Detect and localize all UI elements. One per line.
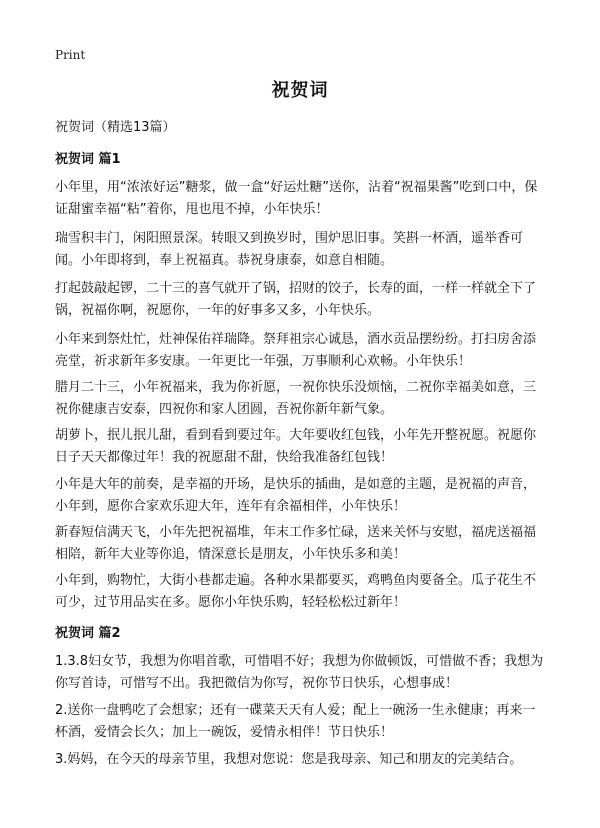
section-heading: 祝贺词 篇1 [55,152,121,167]
paragraph: 新春短信满天飞，小年先把祝福堆，年末工作多忙碌，送来关怀与安慰，福虎送福福相陪，新年大业等你追，情深意长是朋友，小年快乐多和美！ [55,525,537,562]
paragraph: 打起鼓敲起锣，二十三的喜气就开了锅，招财的饺子，长寿的面，一样一样就全下了锅，祝福你啊，祝愿你，一年的好事多又多，小年快乐。 [55,281,537,318]
paragraph: 胡萝卜，抿儿抿儿甜，看到看到要过年。大年要收红包钱，小年先开整祝愿。祝愿你日子天天都像过年！我的祝愿甜不甜，快给我准备红包钱！ [55,428,537,465]
paragraph: 小年到，购物忙，大街小巷都走遍。各种水果都要买，鸡鸭鱼肉要备全。瓜子花生不可少，过节用品实在多。愿你小年快乐购，轻轻松松过新年！ [55,573,537,610]
paragraph: 小年里，用“浓浓好运”糖浆，做一盒“好运灶糖”送你，沾着“祝福果酱”吃到口中，保证甜蜜幸福“粘”着你，甩也甩不掉，小年快乐！ [55,180,538,217]
paragraph: 2.送你一盘鸭吃了会想家；还有一碟菜天天有人爱；配上一碗汤一生永健康；再来一杯酒，爱情会长久；加上一碗饭，爱情永相伴！节日快乐！ [55,703,536,740]
page-subtitle: 祝贺词（精选13篇） [55,120,176,135]
paragraph: 3.妈妈，在今天的母亲节里，我想对您说：您是我母亲、知己和朋友的完美结合。 [55,752,523,767]
print-link[interactable]: Print [55,48,86,62]
paragraph: 瑞雪积丰门，闲阳照景深。转眼又到换岁时，围炉思旧事。笑斟一杯酒，遥举香可闻。小年即将到，奉上祝福真。恭祝身康泰，如意自相随。 [55,231,524,268]
section-heading: 祝贺词 篇2 [55,626,121,641]
paragraph: 腊月二十三，小年祝福来，我为你祈愿，一祝你快乐没烦恼，二祝你幸福美如意，三祝你健康吉安泰，四祝你和家人团圆，吾祝你新年新气象。 [55,380,537,417]
paragraph: 小年是大年的前奏，是幸福的开场，是快乐的插曲，是如意的主题，是祝福的声音，小年到，愿你合家欢乐迎大年，连年有余福相伴，小年快乐！ [55,477,537,514]
page-title: 祝贺词 [271,80,329,101]
paragraph: 1.3.8妇女节，我想为你唱首歌，可惜唱不好；我想为你做顿饭，可惜做不香；我想为你写首诗，可惜写不出。我把微信为你写，祝你节日快乐，心想事成！ [55,654,544,691]
paragraph: 小年来到祭灶忙，灶神保佑祥瑞降。祭拜祖宗心诚恳，酒水贡品摆纷纷。打扫房舍添亮堂，祈求新年多安康。一年更比一年强，万事顺利心欢畅。小年快乐！ [55,332,537,369]
